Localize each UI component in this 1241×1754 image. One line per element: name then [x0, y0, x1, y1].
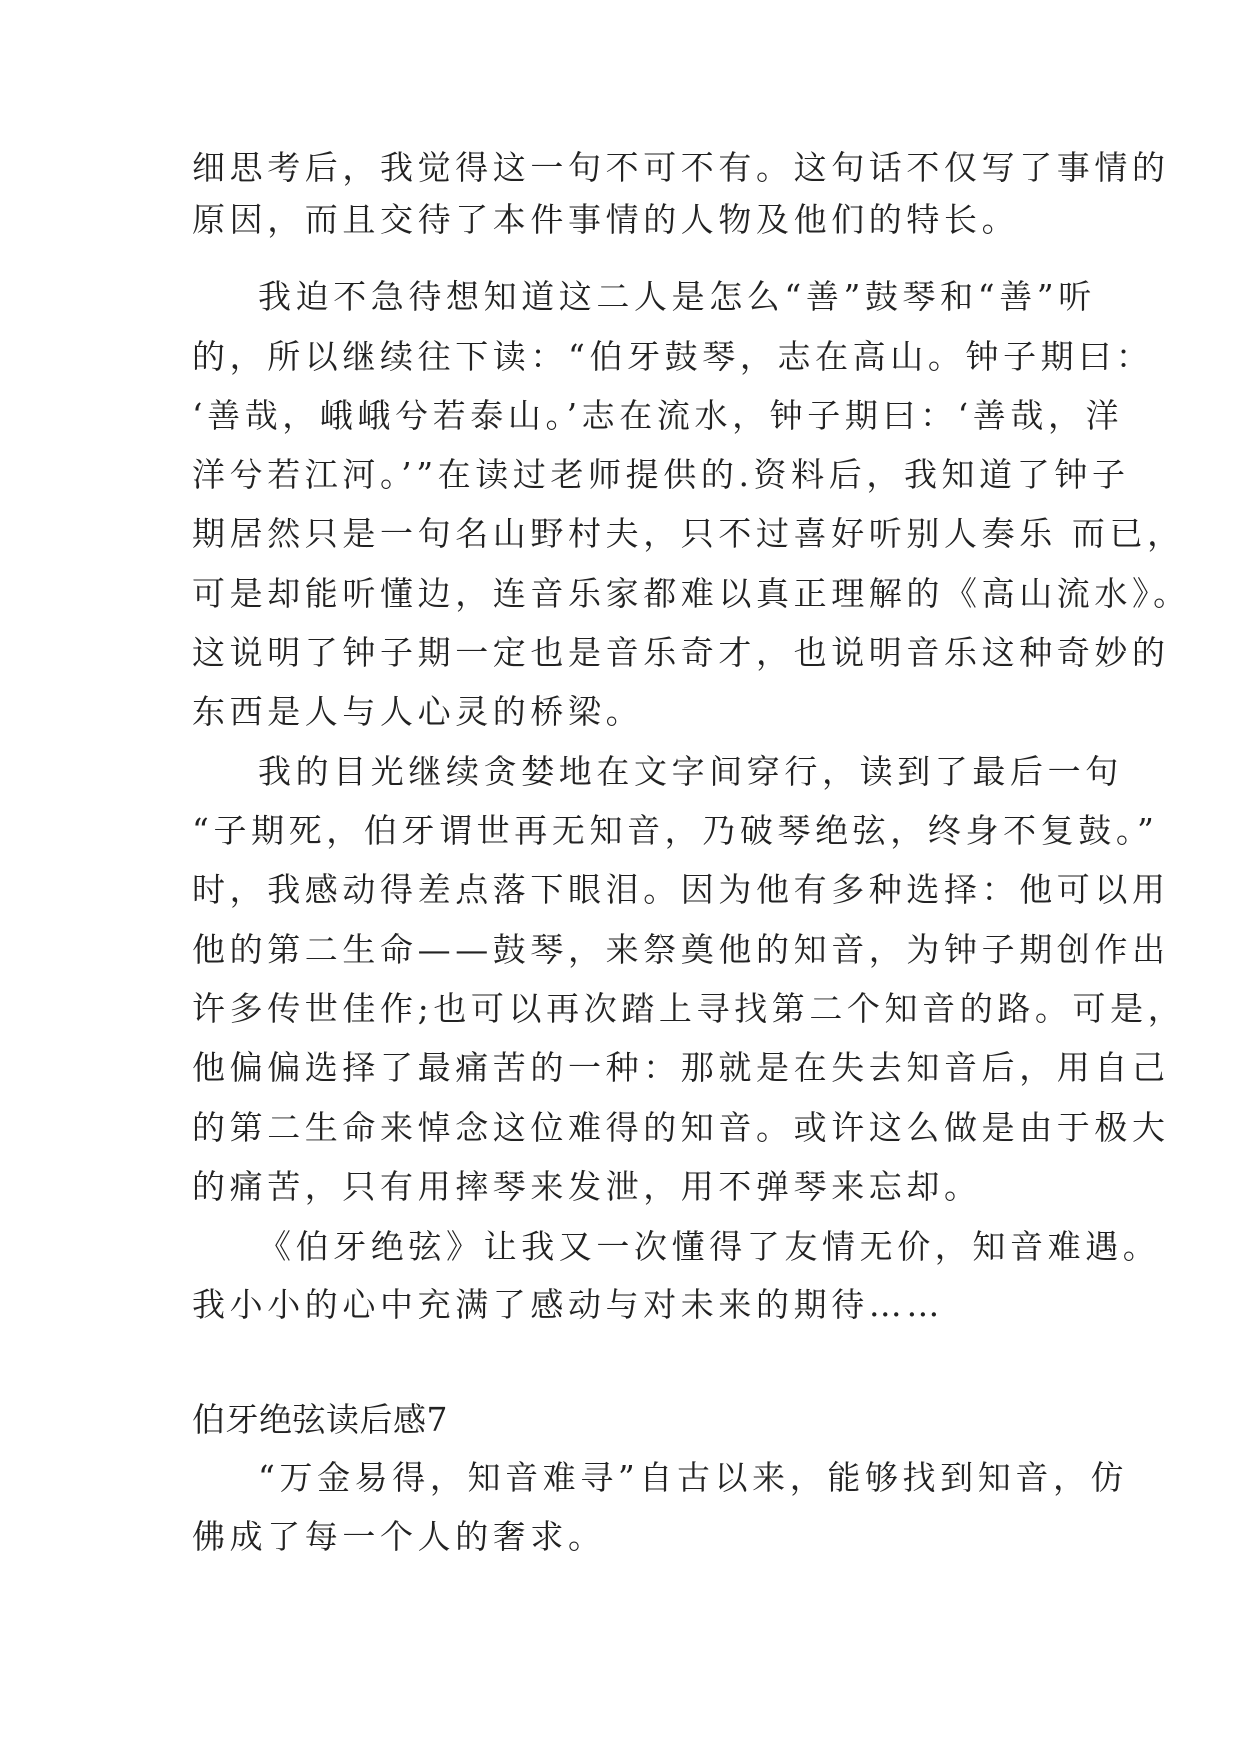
paragraph-line: 许多传世佳作;也可以再次踏上寻找第二个知音的路。可是，	[192, 989, 1186, 1028]
paragraph-line: 《伯牙绝弦》让我又一次懂得了友情无价，知音难遇。	[258, 1227, 1161, 1266]
paragraph-line: 我的目光继续贪婪地在文字间穿行，读到了最后一句	[258, 752, 1123, 791]
paragraph-line: 这说明了钟子期一定也是音乐奇才，也说明音乐这种奇妙的	[192, 633, 1170, 672]
paragraph-line: “子期死，伯牙谓世再无知音，乃破琴绝弦，终身不复鼓。”	[192, 811, 1159, 850]
paragraph-line: 的痛苦，只有用摔琴来发泄，用不弹琴来忘却。	[192, 1167, 982, 1206]
section-heading: 伯牙绝弦读后感7	[192, 1400, 448, 1439]
paragraph-line: 他偏偏选择了最痛苦的一种：那就是在失去知音后，用自己	[192, 1048, 1170, 1087]
paragraph-line: 时，我感动得差点落下眼泪。因为他有多种选择：他可以用	[192, 870, 1170, 909]
paragraph-line: 我迫不急待想知道这二人是怎么“善”鼓琴和“善”听	[258, 277, 1096, 316]
paragraph-line: ‘善哉，峨峨兮若泰山。’志在流水，钟子期曰：‘善哉，洋	[192, 396, 1124, 435]
paragraph-line: 可是却能听懂边，连音乐家都难以真正理解的《高山流水》。	[192, 574, 1191, 613]
paragraph-line: 他的第二生命——鼓琴，来祭奠他的知音，为钟子期创作出	[192, 930, 1170, 969]
paragraph-line: “万金易得，知音难寻”自古以来，能够找到知音，仿	[258, 1458, 1129, 1497]
paragraph-line: 期居然只是一句名山野村夫，只不过喜好听别人奏乐 而已，	[192, 514, 1185, 553]
paragraph-line: 的第二生命来悼念这位难得的知音。或许这么做是由于极大	[192, 1108, 1170, 1147]
paragraph-line: 原因，而且交待了本件事情的人物及他们的特长。	[192, 200, 1020, 239]
paragraph-line: 佛成了每一个人的奢求。	[192, 1517, 606, 1556]
paragraph-line: 细思考后，我觉得这一句不可不有。这句话不仅写了事情的	[192, 148, 1170, 187]
paragraph-line: 我小小的心中充满了感动与对未来的期待……	[192, 1285, 944, 1324]
paragraph-line: 洋兮若江河。’”在读过老师提供的.资料后，我知道了钟子	[192, 455, 1130, 494]
paragraph-line: 的，所以继续往下读：“伯牙鼓琴，志在高山。钟子期曰：	[192, 337, 1154, 376]
paragraph-line: 东西是人与人心灵的桥梁。	[192, 692, 644, 731]
